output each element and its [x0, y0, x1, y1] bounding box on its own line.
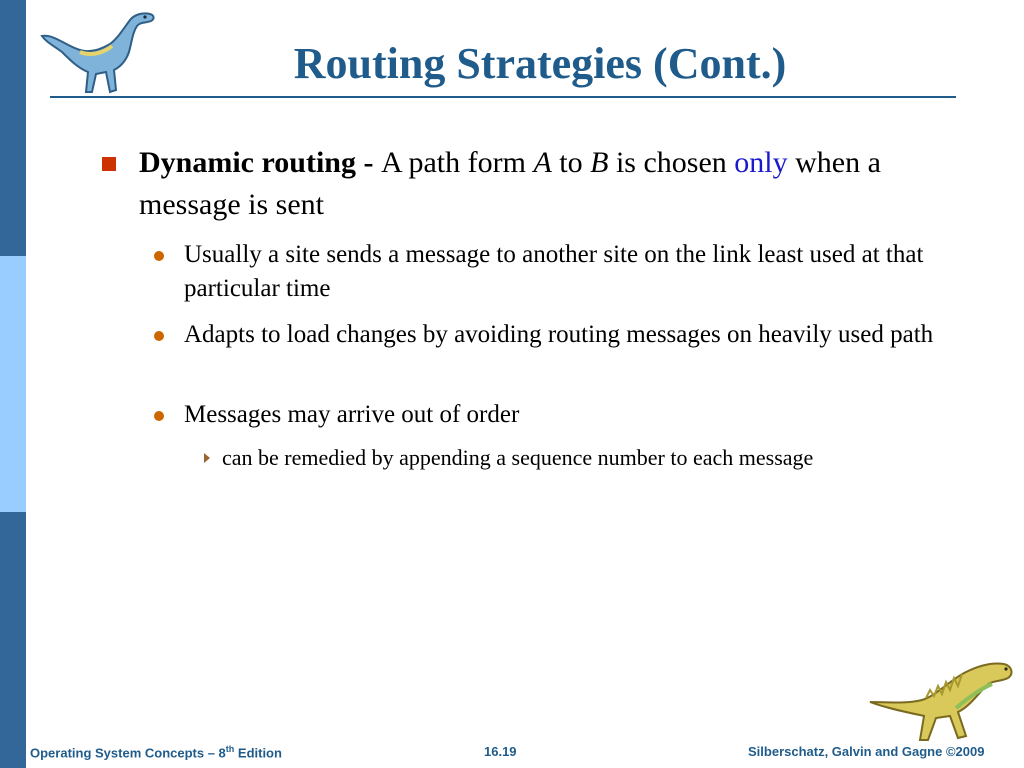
main-bullet-text-c: is chosen [608, 146, 735, 179]
circle-bullet-icon [154, 251, 164, 261]
variable-a: A [533, 146, 552, 179]
term-dynamic-routing: Dynamic routing [139, 146, 356, 179]
emphasis-only: only [734, 146, 788, 179]
main-bullet-text-b: to [551, 146, 591, 179]
triangle-bullet-icon [204, 453, 210, 463]
main-bullet-text-a: A path form [380, 146, 534, 179]
variable-b: B [590, 146, 609, 179]
slide-title: Routing Strategies (Cont.) [293, 39, 787, 88]
main-bullet-text-d: when a message is sent [139, 146, 881, 221]
left-stripe-bottom [0, 512, 26, 768]
left-stripe-top [0, 0, 26, 256]
term-separator: - [355, 146, 381, 179]
sub-sub-bullet: can be remedied by appending a sequence number to each message [222, 445, 814, 470]
circle-bullet-icon [154, 331, 164, 341]
sub-bullet-1: Usually a site sends a message to another site on the link least used at that particular time [184, 241, 924, 302]
footer-copyright: Silberschatz, Galvin and Gagne ©2009 [748, 744, 985, 759]
footer-page-number: 16.19 [484, 744, 517, 759]
left-stripe-middle [0, 256, 26, 512]
dinosaur-icon [34, 6, 162, 98]
main-bullet [139, 142, 979, 226]
circle-bullet-icon [154, 411, 164, 421]
square-bullet-icon [102, 157, 116, 171]
dinosaur-icon [866, 650, 1016, 748]
sub-bullet-3: Messages may arrive out of order [184, 401, 520, 428]
title-divider [50, 96, 956, 98]
sub-bullet-2: Adapts to load changes by avoiding routing messages on heavily used path [184, 321, 934, 348]
footer-book-title: Operating System Concepts – 8th Edition [30, 744, 282, 761]
